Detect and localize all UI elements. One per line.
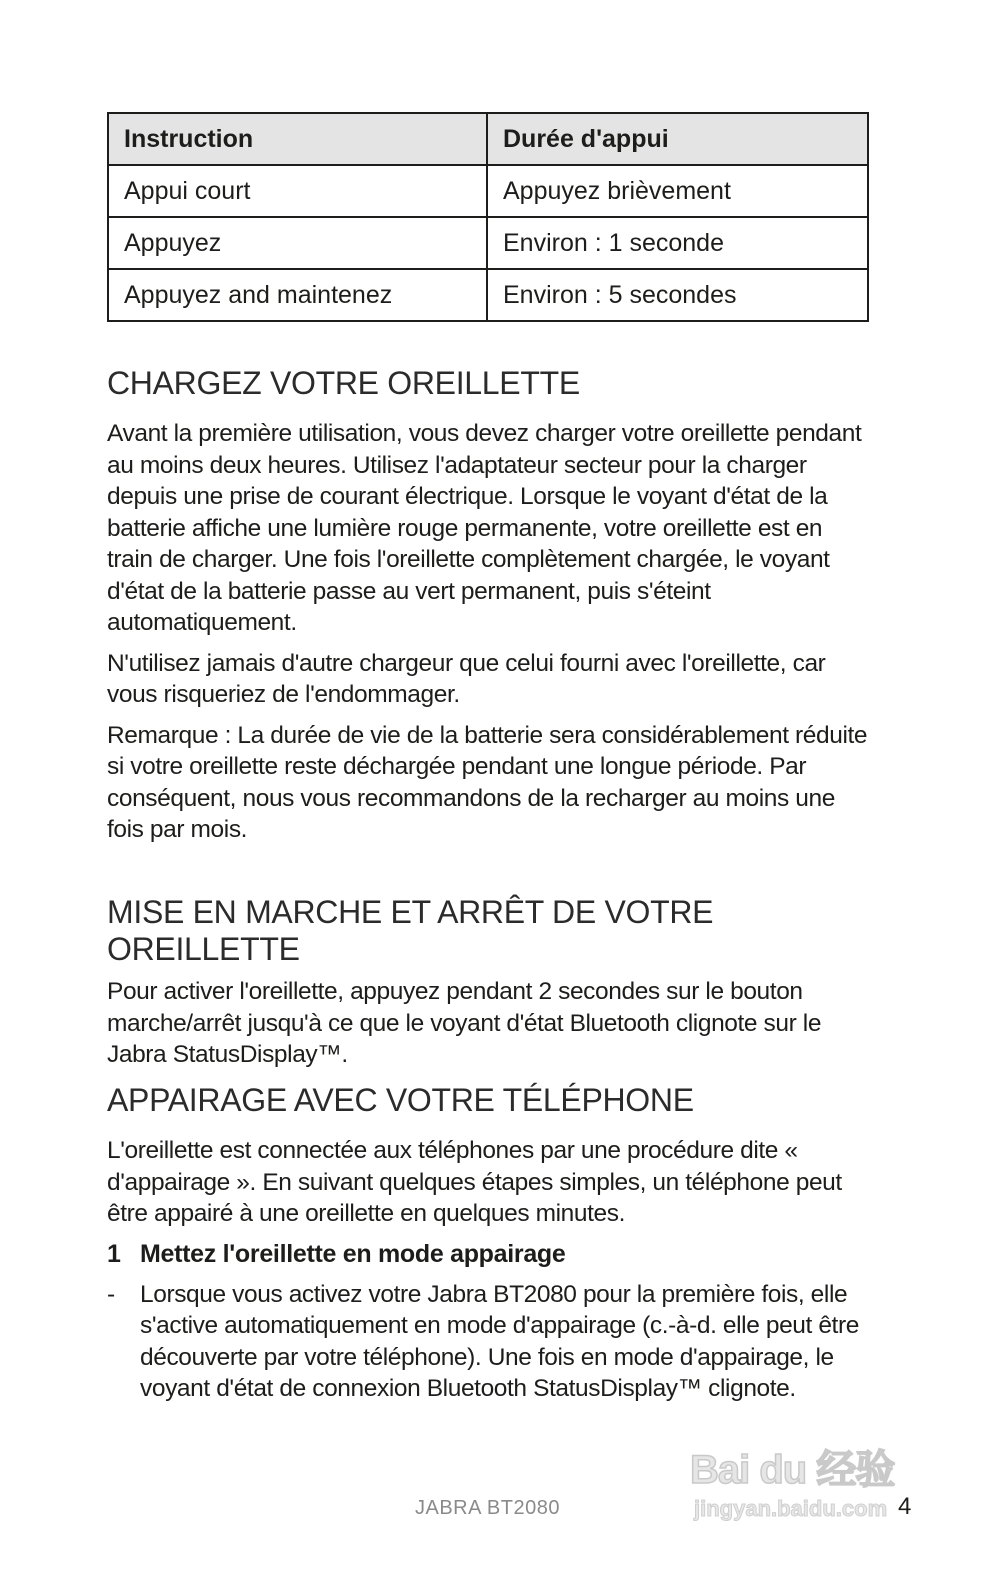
watermark-logo: Bai du 经验 bbox=[690, 1448, 895, 1492]
step-number: 1 bbox=[107, 1239, 121, 1268]
power-heading: MISE EN MARCHE ET ARRÊT DE VOTRE OREILLETTE bbox=[107, 894, 714, 967]
charge-paragraph-2: N'utilisez jamais d'autre chargeur que celui fourni avec l'oreillette, car vous risqueriez de l'endommager. bbox=[107, 649, 826, 708]
bullet-dash: - bbox=[107, 1280, 115, 1308]
table-header-row bbox=[108, 113, 868, 165]
bullet-text: Lorsque vous activez votre Jabra BT2080 pour la première fois, elle s'active automatiquement en mode d'appairage (c.-à-d. elle peut être découverte par votre téléphone). Une fois en mode d'appairage, le voyant d'état de connexion Bluetooth StatusDisplay™ clignote. bbox=[140, 1280, 859, 1402]
table-cell: Appuyez brièvement bbox=[487, 165, 868, 217]
power-paragraph: Pour activer l'oreillette, appuyez pendant 2 secondes sur le bouton marche/arrêt jusqu'à ce que le voyant d'état Bluetooth clignote sur le Jabra StatusDisplay™. bbox=[107, 978, 822, 1068]
charge-section bbox=[107, 365, 872, 846]
table-cell: Environ : 5 secondes bbox=[487, 269, 868, 321]
baidu-watermark bbox=[690, 1430, 920, 1530]
charge-heading: CHARGEZ VOTRE OREILLETTE bbox=[107, 365, 580, 401]
instruction-table bbox=[107, 112, 869, 322]
charge-paragraph-3: Remarque : La durée de vie de la batterie sera considérablement réduite si votre oreillette reste déchargée pendant une longue période. Par conséquent, nous vous recommandons de la recharger au moins une fois par mois. bbox=[107, 721, 868, 843]
table-cell: Environ : 1 seconde bbox=[487, 217, 868, 269]
table-cell: Appuyez bbox=[108, 217, 487, 269]
footer-product-name: JABRA BT2080 bbox=[415, 1497, 560, 1519]
watermark-url: jingyan.baidu.com bbox=[694, 1496, 888, 1521]
power-section bbox=[107, 894, 872, 1071]
table-cell: Appui court bbox=[108, 165, 487, 217]
table-header-cell: Instruction bbox=[108, 113, 487, 165]
pairing-step-1 bbox=[107, 1240, 872, 1269]
pairing-paragraph: L'oreillette est connectée aux téléphones par une procédure dite « d'appairage ». En suivant quelques étapes simples, un téléphone peut être appairé à une oreillette en quelques minutes. bbox=[107, 1137, 842, 1227]
pairing-heading: APPAIRAGE AVEC VOTRE TÉLÉPHONE bbox=[107, 1082, 694, 1118]
step-title: Mettez l'oreillette en mode appairage bbox=[140, 1239, 566, 1268]
table-cell: Appuyez and maintenez bbox=[108, 269, 487, 321]
charge-paragraph-1: Avant la première utilisation, vous devez charger votre oreillette pendant au moins deux heures. Utilisez l'adaptateur secteur pour la charger depuis une prise de courant électrique. Lorsque le voyant d'état de la batterie affiche une lumière rouge permanente, votre oreillette est en train de charger. Une fois l'oreillette complètement chargée, le voyant d'état de la batterie passe au vert permanent, puis s'éteint automatiquement. bbox=[107, 420, 862, 636]
table-row bbox=[108, 217, 868, 269]
page-number: 4 bbox=[898, 1493, 912, 1520]
pairing-section bbox=[107, 1082, 872, 1405]
table-row bbox=[108, 269, 868, 321]
pairing-bullet bbox=[107, 1279, 872, 1405]
table-header-cell: Durée d'appui bbox=[487, 113, 868, 165]
table-row bbox=[108, 165, 868, 217]
page-content bbox=[107, 112, 868, 1402]
